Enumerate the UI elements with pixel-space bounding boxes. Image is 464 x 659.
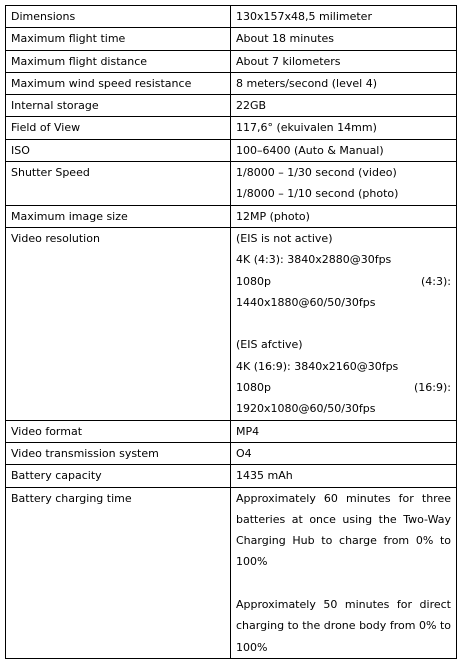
- eis-off-1080-ratio: (4:3):: [421, 274, 451, 288]
- spec-value: O4: [231, 442, 457, 464]
- charging-hub-paragraph: Approximately 60 minutes for three batteries at once using the Two-Way Charging Hub to charge from 0% to 100%: [236, 491, 451, 569]
- spec-label: Video format: [6, 420, 231, 442]
- spec-value: 22GB: [231, 95, 457, 117]
- eis-on-4k-line: 4K (16:9): 3840x2160@30fps: [236, 359, 399, 373]
- table-row: [6, 95, 457, 117]
- spec-label: Maximum flight distance: [6, 50, 231, 72]
- spacer: [236, 573, 451, 594]
- eis-off-heading: (EIS is not active): [236, 231, 333, 245]
- spec-label: Maximum wind speed resistance: [6, 72, 231, 94]
- spec-value: 1435 mAh: [231, 465, 457, 487]
- spec-value: About 7 kilometers: [231, 50, 457, 72]
- eis-off-1080-line: [236, 271, 451, 292]
- table-row: [6, 227, 457, 420]
- spec-value: MP4: [231, 420, 457, 442]
- eis-on-1080-label: 1080p: [236, 381, 271, 395]
- table-row: [6, 465, 457, 487]
- table-row: [6, 442, 457, 464]
- eis-off-1080-resolution: 1440x1880@60/50/30fps: [236, 295, 376, 309]
- spacer: [236, 313, 451, 334]
- eis-on-1080-line: [236, 377, 451, 398]
- table-row: [6, 487, 457, 658]
- shutter-video-line: 1/8000 – 1/30 second (video): [236, 166, 397, 180]
- table-row: [6, 28, 457, 50]
- spec-value: 117,6° (ekuivalen 14mm): [231, 117, 457, 139]
- spec-value: [231, 227, 457, 420]
- spec-value: About 18 minutes: [231, 28, 457, 50]
- spec-label: Battery capacity: [6, 465, 231, 487]
- spec-value: 100–6400 (Auto & Manual): [231, 139, 457, 161]
- spec-value: [231, 487, 457, 658]
- table-row: [6, 162, 457, 206]
- table-row: [6, 117, 457, 139]
- spec-label: Field of View: [6, 117, 231, 139]
- spec-value: 8 meters/second (level 4): [231, 72, 457, 94]
- spec-label: Shutter Speed: [6, 162, 231, 206]
- table-row: [6, 6, 457, 28]
- spec-value: 12MP (photo): [231, 205, 457, 227]
- table-row: [6, 139, 457, 161]
- spec-value: 130x157x48,5 milimeter: [231, 6, 457, 28]
- spec-label: ISO: [6, 139, 231, 161]
- spec-label: Dimensions: [6, 6, 231, 28]
- direct-charging-paragraph: Approximately 50 minutes for direct charging to the drone body from 0% to 100%: [236, 598, 451, 654]
- eis-on-heading: (EIS afctive): [236, 338, 303, 352]
- spec-label: Video resolution: [6, 227, 231, 420]
- spec-value: [231, 162, 457, 206]
- table-row: [6, 72, 457, 94]
- table-row: [6, 205, 457, 227]
- eis-off-4k-line: 4K (4:3): 3840x2880@30fps: [236, 253, 392, 267]
- table-row: [6, 50, 457, 72]
- spec-label: Battery charging time: [6, 487, 231, 658]
- eis-on-1080-resolution: 1920x1080@60/50/30fps: [236, 402, 376, 416]
- spec-label: Internal storage: [6, 95, 231, 117]
- table-row: [6, 420, 457, 442]
- shutter-photo-line: 1/8000 – 1/10 second (photo): [236, 187, 399, 201]
- eis-off-1080-label: 1080p: [236, 274, 271, 288]
- spec-table: [5, 5, 457, 659]
- spec-label: Video transmission system: [6, 442, 231, 464]
- eis-on-1080-ratio: (16:9):: [414, 381, 451, 395]
- spec-label: Maximum image size: [6, 205, 231, 227]
- spec-label: Maximum flight time: [6, 28, 231, 50]
